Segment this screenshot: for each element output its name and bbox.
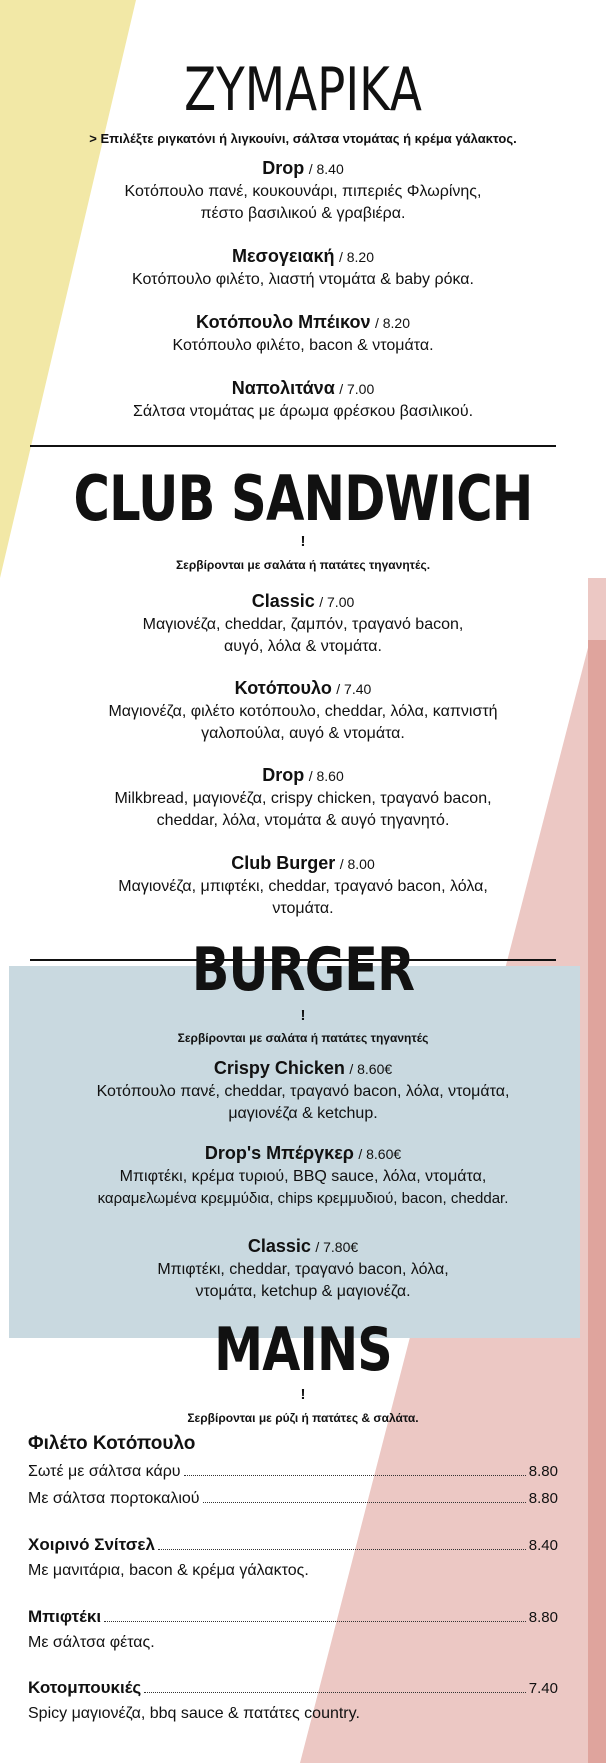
dot-leader bbox=[144, 1692, 526, 1693]
menu-item bbox=[20, 1142, 586, 1210]
item-price: / 8.60 bbox=[308, 768, 344, 784]
item-description: Σάλτσα ντομάτας με άρωμα φρέσκου βασιλικού. bbox=[132, 403, 474, 420]
row-price: 7.40 bbox=[528, 1680, 558, 1697]
item-price: / 8.40 bbox=[308, 161, 344, 177]
item-price: / 8.60€ bbox=[349, 1061, 393, 1077]
item-name: Classic bbox=[247, 1236, 311, 1256]
item-description: Κοτόπουλο πανέ, κουκουνάρι, πιπεριές Φλωρίνης, bbox=[124, 183, 482, 200]
item-description: Μαγιονέζα, cheddar, ζαμπόν, τραγανό bacon, bbox=[142, 616, 464, 633]
section-note-zymarika: > Επιλέξτε ριγκατόνι ή λιγκουίνι, σάλτσα ντομάτας ή κρέμα γάλακτος. bbox=[89, 131, 517, 146]
row-price: 8.40 bbox=[528, 1537, 558, 1554]
item-name: Crispy Chicken bbox=[213, 1058, 345, 1078]
row-price: 8.80 bbox=[528, 1490, 558, 1507]
item-description: μαγιονέζα & ketchup. bbox=[228, 1105, 378, 1122]
menu-item bbox=[40, 245, 566, 291]
section-note-club: Σερβίρονται με σαλάτα ή πατάτες τηγανητές. bbox=[175, 558, 431, 572]
dot-leader bbox=[158, 1549, 526, 1550]
item-name: Drop bbox=[262, 765, 305, 785]
item-description: ντομάτα, ketchup & μαγιονέζα. bbox=[195, 1283, 411, 1300]
item-name: Classic bbox=[251, 591, 315, 611]
item-description: Κοτόπουλο φιλέτο, λιαστή ντομάτα & baby ρόκα. bbox=[132, 271, 474, 288]
price-row bbox=[28, 1490, 558, 1508]
item-name: Κοτόπουλο Μπέικον bbox=[196, 312, 371, 332]
item-description: αυγό, λόλα & ντομάτα. bbox=[224, 638, 382, 655]
exclamation-mark: ! bbox=[300, 1386, 306, 1403]
item-description: Κοτόπουλο φιλέτο, bacon & ντομάτα. bbox=[172, 337, 434, 354]
price-row bbox=[28, 1535, 558, 1555]
item-description: Με σάλτσα φέτας. bbox=[28, 1634, 155, 1651]
item-description: Μπιφτέκι, cheddar, τραγανό bacon, λόλα, bbox=[157, 1261, 449, 1278]
row-price: 8.80 bbox=[528, 1463, 558, 1480]
menu-item bbox=[40, 377, 566, 423]
item-price: / 7.40 bbox=[336, 681, 372, 697]
item-name: Κοτόπουλο bbox=[234, 678, 332, 698]
menu-item bbox=[40, 852, 566, 920]
item-name: Drop bbox=[262, 158, 305, 178]
dot-leader bbox=[104, 1621, 526, 1622]
price-row bbox=[28, 1607, 558, 1627]
item-description: cheddar, λόλα, ντομάτα & αυγό τηγανητό. bbox=[156, 812, 450, 829]
item-price: / 7.80€ bbox=[315, 1239, 359, 1255]
item-description: Κοτόπουλο πανέ, cheddar, τραγανό bacon, λόλα, ντομάτα, bbox=[96, 1083, 510, 1100]
price-row bbox=[28, 1463, 558, 1481]
row-label: Χοιρινό Σνίτσελ bbox=[28, 1535, 155, 1554]
item-price: / 8.20 bbox=[374, 315, 410, 331]
exclamation-mark: ! bbox=[300, 1007, 306, 1024]
item-description: Spicy μαγιονέζα, bbq sauce & πατάτες country. bbox=[28, 1705, 360, 1722]
menu-item bbox=[40, 764, 566, 832]
item-price: / 7.00 bbox=[339, 381, 375, 397]
row-label: Κοτομπουκιές bbox=[28, 1678, 142, 1697]
section-title-club-sandwich: CLUB SANDWICH bbox=[73, 462, 533, 535]
exclamation-mark: ! bbox=[300, 533, 306, 550]
row-price: 8.80 bbox=[528, 1609, 558, 1626]
section-title-burger: BURGER bbox=[191, 935, 415, 1005]
item-name: Ναπολιτάνα bbox=[231, 378, 335, 398]
menu-item bbox=[40, 311, 566, 357]
item-description: Με μανιτάρια, bacon & κρέμα γάλακτος. bbox=[28, 1562, 309, 1579]
item-description: γαλοπούλα, αυγό & ντομάτα. bbox=[201, 725, 405, 742]
row-label: Σωτέ με σάλτσα κάρυ bbox=[28, 1463, 181, 1480]
section-note-burger: Σερβίρονται με σαλάτα ή πατάτες τηγανητές bbox=[177, 1031, 429, 1045]
item-description: Milkbread, μαγιονέζα, crispy chicken, τραγανό bacon, bbox=[114, 790, 492, 807]
row-label: Μπιφτέκι bbox=[28, 1607, 102, 1626]
item-price: / 8.00 bbox=[339, 856, 375, 872]
item-name-fillet: Φιλέτο Κοτόπουλο bbox=[28, 1433, 196, 1454]
section-note-mains: Σερβίρονται με ρύζι ή πατάτες & σαλάτα. bbox=[187, 1411, 419, 1425]
dot-leader bbox=[203, 1502, 526, 1503]
item-description: ντομάτα. bbox=[272, 900, 334, 917]
menu-item bbox=[40, 1235, 566, 1303]
menu-item bbox=[40, 677, 566, 745]
menu-item bbox=[40, 590, 566, 658]
item-description: πέστο βασιλικού & γραβιέρα. bbox=[200, 205, 406, 222]
menu-item bbox=[40, 157, 566, 225]
price-row bbox=[28, 1678, 558, 1698]
item-description: Μαγιονέζα, μπιφτέκι, cheddar, τραγανό bacon, λόλα, bbox=[118, 878, 488, 895]
section-title-mains: MAINS bbox=[214, 1315, 392, 1385]
divider bbox=[30, 445, 556, 447]
item-description: Μαγιονέζα, φιλέτο κοτόπουλο, cheddar, λόλα, καπνιστή bbox=[108, 703, 498, 720]
item-name: Drop's Μπέργκερ bbox=[204, 1143, 354, 1163]
item-price: / 8.20 bbox=[338, 249, 374, 265]
section-title-zymarika: ΖΥΜΑΡΙΚΑ bbox=[184, 55, 422, 125]
item-description: Μπιφτέκι, κρέμα τυριού, BBQ sauce, λόλα, ντομάτα, bbox=[119, 1168, 487, 1185]
row-label: Με σάλτσα πορτοκαλιού bbox=[28, 1490, 200, 1507]
dot-leader bbox=[184, 1475, 526, 1476]
item-name: Club Burger bbox=[231, 853, 336, 873]
item-description: καραμελωμένα κρεμμύδια, chips κρεμμυδιού, bacon, cheddar. bbox=[97, 1190, 509, 1207]
item-name: Μεσογειακή bbox=[232, 246, 335, 266]
item-price: / 7.00 bbox=[319, 594, 355, 610]
item-price: / 8.60€ bbox=[358, 1146, 402, 1162]
menu-item bbox=[40, 1057, 566, 1125]
